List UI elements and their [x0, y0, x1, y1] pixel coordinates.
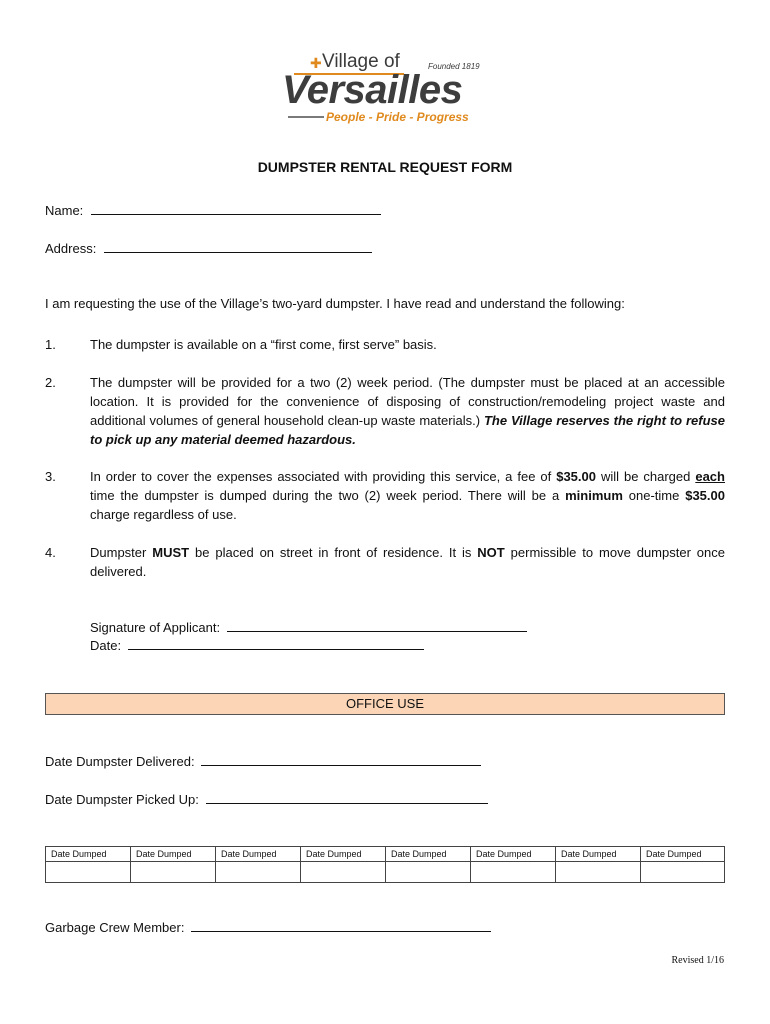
table-row: [46, 862, 725, 883]
delivered-label: Date Dumpster Delivered:: [45, 754, 195, 769]
address-row: [45, 240, 372, 256]
item-number: 4.: [45, 545, 56, 560]
item-text: [90, 467, 725, 524]
hazard-notice: The Village reserves the right to refuse to pick up any material deemed hazardous.: [90, 413, 725, 447]
date-field[interactable]: [128, 637, 424, 650]
item-body: permissible to move dumpster once delivered.: [90, 545, 725, 579]
each-emphasis: each: [695, 469, 725, 484]
address-field[interactable]: [104, 240, 372, 253]
item-text: The dumpster is available on a “first come, first serve” basis.: [90, 337, 437, 352]
minimum-emphasis: minimum: [565, 488, 623, 503]
table-header: Date Dumped: [131, 847, 216, 862]
office-use-header: OFFICE USE: [45, 693, 725, 715]
item-body: In order to cover the expenses associated with providing this service, a fee of: [90, 469, 552, 484]
table-cell[interactable]: [556, 862, 641, 883]
table-cell[interactable]: [301, 862, 386, 883]
table-cell[interactable]: [641, 862, 725, 883]
item-number: 2.: [45, 375, 56, 390]
item-number: 3.: [45, 469, 56, 484]
item-body: The dumpster will be provided for a two (2) week period. (The dumpster must be placed at an accessible location. It is provided for the convenience of disposing of construction/remodeling project waste and additional volumes of general household clean-up waste materials.): [90, 375, 725, 428]
name-label: Name:: [45, 203, 84, 218]
crew-member-field[interactable]: [191, 919, 491, 932]
table-cell[interactable]: [131, 862, 216, 883]
table-cell[interactable]: [216, 862, 301, 883]
item-body: be placed on street in front of residence. It is: [195, 545, 472, 560]
list-item: [45, 467, 725, 527]
delivered-row: [45, 753, 481, 769]
table-header: Date Dumped: [301, 847, 386, 862]
item-body: will be charged: [600, 469, 691, 484]
table-header-row: [46, 847, 725, 862]
logo-founded: Founded 1819: [428, 62, 480, 71]
table-header: Date Dumped: [216, 847, 301, 862]
logo-village-of: Village of: [322, 51, 400, 72]
date-row: [90, 637, 424, 653]
crew-row: [45, 919, 491, 935]
table-header: Date Dumped: [641, 847, 725, 862]
revision-note: Revised 1/16: [671, 955, 724, 966]
village-logo: [282, 50, 492, 130]
item-text: [90, 543, 725, 581]
logo-tagline: People - Pride - Progress: [326, 110, 469, 124]
item-number: 1.: [45, 337, 56, 352]
picked-up-date-field[interactable]: [206, 791, 488, 804]
must-emphasis: MUST: [152, 545, 190, 560]
signature-field[interactable]: [227, 619, 527, 632]
cross-icon: ✚: [310, 55, 322, 71]
signature-label: Signature of Applicant:: [90, 620, 221, 635]
form-title: DUMPSTER RENTAL REQUEST FORM: [257, 159, 513, 175]
item-body: time the dumpster is dumped during the two (2) week period. There will be a: [90, 488, 560, 503]
table-cell[interactable]: [471, 862, 556, 883]
item-text: [90, 373, 725, 449]
item-body: one-time: [628, 488, 680, 503]
table-header: Date Dumped: [386, 847, 471, 862]
delivered-date-field[interactable]: [201, 753, 481, 766]
item-body: Dumpster: [90, 545, 147, 560]
crew-label: Garbage Crew Member:: [45, 920, 185, 935]
table-header: Date Dumped: [46, 847, 131, 862]
signature-row: [90, 619, 527, 635]
picked-up-label: Date Dumpster Picked Up:: [45, 792, 199, 807]
table-header: Date Dumped: [471, 847, 556, 862]
logo-name: Versailles: [282, 68, 463, 112]
table-cell[interactable]: [46, 862, 131, 883]
table-cell[interactable]: [386, 862, 471, 883]
name-field[interactable]: [91, 202, 381, 215]
not-emphasis: NOT: [477, 545, 505, 560]
address-label: Address:: [45, 241, 97, 256]
list-item: [45, 335, 725, 355]
fee-amount: $35.00: [556, 469, 596, 484]
item-body: charge regardless of use.: [90, 507, 237, 522]
logo-tagline-rule: [288, 116, 324, 118]
intro-text: I am requesting the use of the Village’s two-yard dumpster. I have read and understand the following:: [45, 296, 625, 311]
date-dumped-table: [45, 846, 725, 883]
fee-amount: $35.00: [685, 488, 725, 503]
list-item: [45, 543, 725, 583]
table-header: Date Dumped: [556, 847, 641, 862]
picked-up-row: [45, 791, 488, 807]
list-item: [45, 373, 725, 453]
name-row: [45, 202, 381, 218]
date-label: Date:: [90, 638, 122, 653]
